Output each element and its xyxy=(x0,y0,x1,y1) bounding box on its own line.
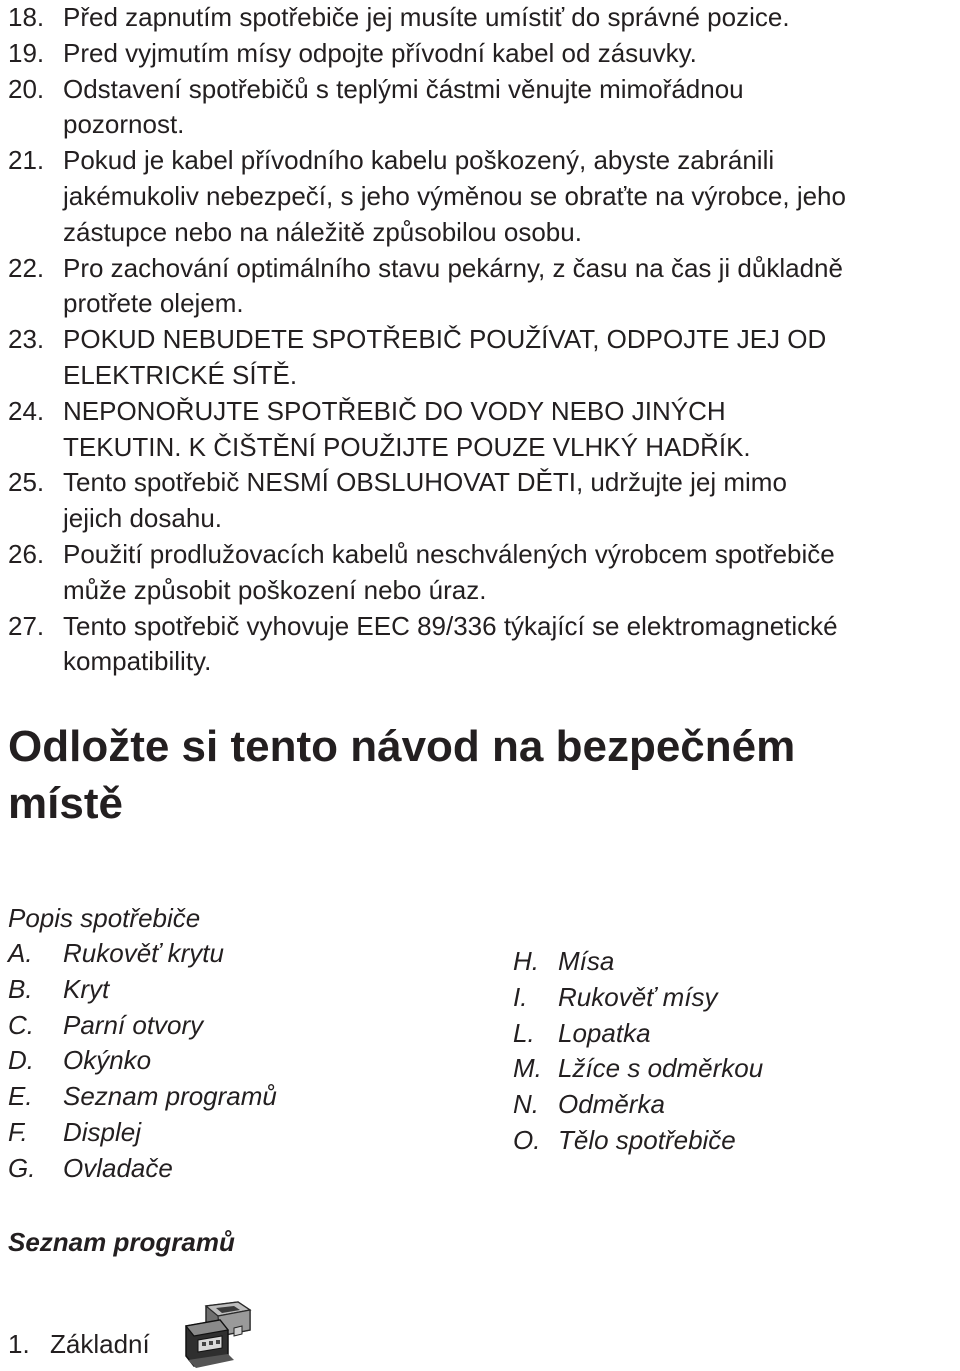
safety-instructions-list xyxy=(8,0,960,680)
list-item xyxy=(513,1087,763,1123)
item-text xyxy=(63,72,960,144)
part-label: Displej xyxy=(63,1116,142,1147)
part-letter: A. xyxy=(8,938,33,968)
item-line: POKUD NEBUDETE SPOTŘEBIČ POUŽÍVAT, ODPOJTE JEJ OD xyxy=(63,324,827,355)
item-line: protřete olejem. xyxy=(63,288,244,319)
list-item xyxy=(8,1115,277,1151)
part-letter: L. xyxy=(513,1017,535,1048)
item-line: TEKUTIN. K ČIŠTĚNÍ POUŽIJTE POUZE VLHKÝ HADŘÍK. xyxy=(63,431,751,462)
part-letter: E. xyxy=(8,1081,33,1112)
item-line: může způsobit poškození nebo úraz. xyxy=(63,574,487,605)
part-letter: N. xyxy=(513,1089,539,1120)
item-number: 24. xyxy=(8,395,45,426)
item-line: Odstavení spotřebičů s teplými částmi věnujte mimořádnou xyxy=(63,73,744,104)
list-item xyxy=(513,980,763,1016)
item-number: 22. xyxy=(8,252,45,283)
list-item xyxy=(8,143,960,250)
item-text xyxy=(63,465,960,537)
item-text xyxy=(63,322,960,394)
item-number: 20. xyxy=(8,73,45,104)
list-item xyxy=(8,1151,277,1187)
item-text xyxy=(63,36,960,72)
list-item xyxy=(8,609,960,681)
part-letter: I. xyxy=(513,981,528,1012)
part-letter: M. xyxy=(513,1053,542,1084)
list-item xyxy=(513,1051,763,1087)
item-number: 25. xyxy=(8,467,45,498)
list-item xyxy=(8,936,277,972)
item-number: 27. xyxy=(8,610,45,641)
item-line: kompatibility. xyxy=(63,646,212,677)
item-line: Pokud je kabel přívodního kabelu poškozený, abyste zabránili xyxy=(63,145,775,176)
part-label: Odměrka xyxy=(558,1089,665,1120)
item-line: pozornost. xyxy=(63,109,185,140)
part-letter: O. xyxy=(513,1124,541,1155)
list-item xyxy=(8,394,960,466)
part-letter: G. xyxy=(8,1152,36,1183)
list-item xyxy=(8,251,960,323)
item-line: Tento spotřebič vyhovuje EEC 89/336 týkající se elektromagnetické xyxy=(63,610,838,641)
item-number: 23. xyxy=(8,324,45,355)
item-line: jejich dosahu. xyxy=(63,503,222,534)
item-text xyxy=(63,609,960,681)
part-label: Kryt xyxy=(63,973,110,1004)
item-number: 26. xyxy=(8,538,45,569)
parts-title: Popis spotřebiče xyxy=(8,903,201,933)
item-line: Pred vyjmutím mísy odpojte přívodní kabel od zásuvky. xyxy=(63,37,697,68)
item-line: Použití prodlužovacích kabelů neschválených výrobcem spotřebiče xyxy=(63,538,835,569)
part-label: Tělo spotřebiče xyxy=(558,1124,736,1155)
item-line: jakémukoliv nebezpečí, s jeho výměnou se obraťte na výrobce, jeho xyxy=(63,180,846,211)
item-number: 19. xyxy=(8,37,45,68)
list-item xyxy=(8,1079,277,1115)
list-item xyxy=(8,1043,277,1079)
item-number: 18. xyxy=(8,2,45,32)
list-item xyxy=(8,72,960,144)
list-item xyxy=(513,944,763,980)
bread-machine-icon xyxy=(176,1300,258,1368)
part-label: Ovladače xyxy=(63,1152,173,1183)
list-item xyxy=(8,36,960,72)
programs-title: Seznam programů xyxy=(8,1227,235,1257)
item-line: Tento spotřebič NESMÍ OBSLUHOVAT DĚTI, udržujte jej mimo xyxy=(63,467,787,498)
heading-line: místě xyxy=(8,779,123,828)
item-text xyxy=(63,394,960,466)
part-label: Mísa xyxy=(558,946,615,976)
program-label: Základní xyxy=(50,1329,150,1359)
item-text xyxy=(63,251,960,323)
program-item xyxy=(8,1326,150,1362)
parts-list-right xyxy=(513,944,763,1159)
part-label: Rukověť krytu xyxy=(63,938,224,968)
part-letter: D. xyxy=(8,1045,34,1076)
item-line: Pro zachování optimálního stavu pekárny, z času na čas ji důkladně xyxy=(63,252,843,283)
part-letter: B. xyxy=(8,973,33,1004)
section-heading xyxy=(8,718,795,832)
parts-list-left xyxy=(8,936,277,1187)
part-label: Seznam programů xyxy=(63,1081,277,1112)
list-item xyxy=(8,322,960,394)
item-number: 21. xyxy=(8,145,45,176)
part-label: Okýnko xyxy=(63,1045,152,1076)
part-letter: C. xyxy=(8,1009,34,1040)
part-letter: H. xyxy=(513,946,539,976)
list-item xyxy=(8,0,960,36)
program-number: 1. xyxy=(8,1329,30,1359)
list-item xyxy=(8,1008,277,1044)
item-text xyxy=(63,0,960,36)
item-line: Před zapnutím spotřebiče jej musíte umístiť do správné pozice. xyxy=(63,2,790,32)
part-label: Lžíce s odměrkou xyxy=(558,1053,764,1084)
item-line: zástupce nebo na náležitě způsobilou osobu. xyxy=(63,216,582,247)
item-text xyxy=(63,143,960,250)
list-item xyxy=(8,465,960,537)
heading-line: Odložte si tento návod na bezpečném xyxy=(8,722,796,771)
part-letter: F. xyxy=(8,1116,28,1147)
part-label: Parní otvory xyxy=(63,1009,204,1040)
item-text xyxy=(63,537,960,609)
list-item xyxy=(8,972,277,1008)
list-item xyxy=(513,1016,763,1052)
list-item xyxy=(513,1123,763,1159)
part-label: Lopatka xyxy=(558,1017,651,1048)
list-item xyxy=(8,537,960,609)
item-line: NEPONOŘUJTE SPOTŘEBIČ DO VODY NEBO JINÝCH xyxy=(63,395,726,426)
item-line: ELEKTRICKÉ SÍTĚ. xyxy=(63,359,298,390)
part-label: Rukověť mísy xyxy=(558,981,718,1012)
